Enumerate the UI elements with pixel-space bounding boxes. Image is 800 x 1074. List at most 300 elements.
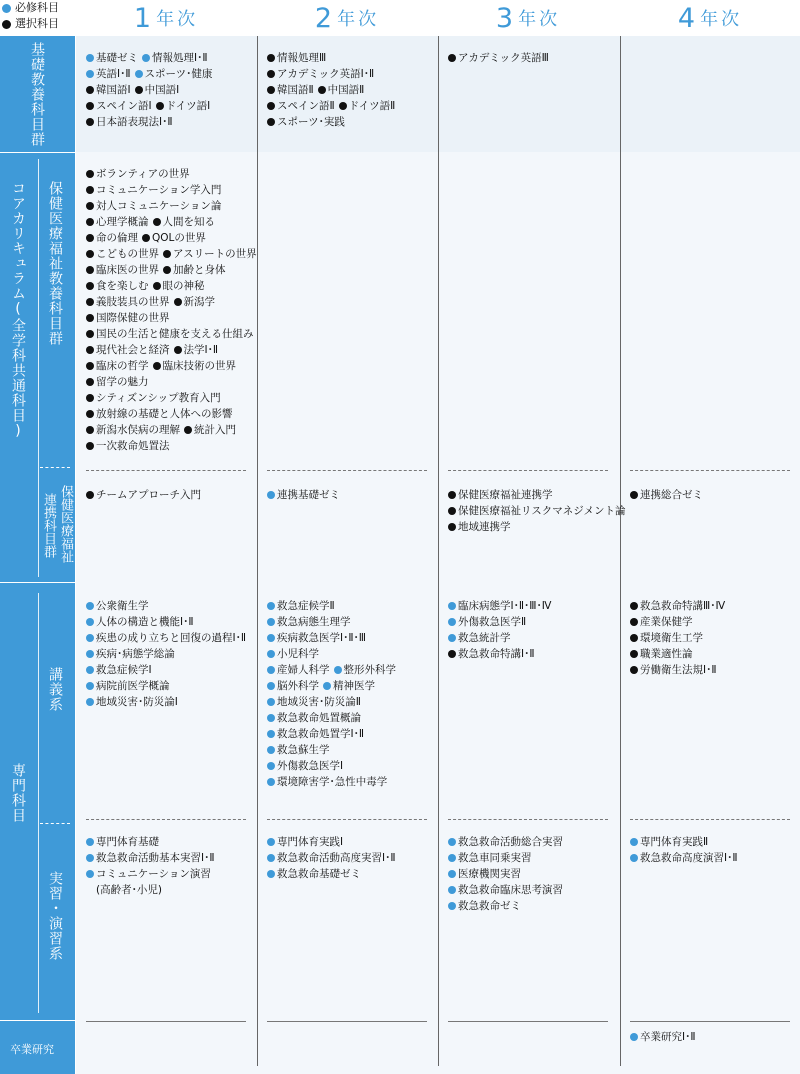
course-name: 小児科学 (277, 648, 319, 660)
course-name: 労働衛生法規Ⅰ･Ⅱ (640, 664, 717, 676)
course-line (448, 898, 563, 914)
course-line (86, 358, 257, 374)
course-line (630, 662, 725, 678)
course-line (448, 646, 551, 662)
course-line (630, 487, 703, 503)
elective-dot-icon (318, 86, 326, 94)
course-line (448, 487, 625, 503)
course-name: 救急救命高度演習Ⅰ･Ⅱ (640, 852, 738, 864)
course-name: 疾患の成り立ちと回復の過程Ⅰ･Ⅱ (96, 632, 247, 644)
required-dot-icon (86, 634, 94, 642)
elective-dot-icon (174, 298, 182, 306)
elective-dot-icon (267, 102, 275, 110)
course-name: 情報処理Ⅰ･Ⅱ (152, 52, 208, 64)
course-line (86, 262, 257, 278)
course-name: シティズンシップ教育入門 (96, 392, 221, 404)
course-line (86, 678, 246, 694)
elective-dot-icon (153, 282, 161, 290)
course-name: 中国語Ⅰ (144, 84, 180, 96)
health-year1-courses (86, 166, 257, 454)
elective-dot-icon (448, 491, 456, 499)
elective-dot-icon (86, 491, 94, 499)
column-divider (257, 36, 258, 1066)
course-line (86, 630, 246, 646)
required-dot-icon (448, 902, 456, 910)
required-dot-icon (267, 870, 275, 878)
course-name: 放射線の基礎と人体への影響 (96, 408, 233, 420)
label-core-text: コアカリキュラム(全学科共通科目) (10, 181, 26, 440)
practice-year1-courses (86, 834, 215, 898)
course-name: 連携総合ゼミ (640, 489, 703, 501)
course-name: 基礎ゼミ (96, 52, 138, 64)
course-name: 卒業研究Ⅰ･Ⅱ (640, 1031, 696, 1043)
course-name: 義肢装具の世界 (96, 296, 170, 308)
label-lecture-text: 講義系 (47, 667, 63, 712)
label-basic-text: 基礎教養科目群 (29, 42, 45, 147)
elective-dot-icon (86, 202, 94, 210)
label-specialty (0, 583, 75, 1020)
elective-dot-icon (86, 118, 94, 126)
course-name: 救急救命基礎ゼミ (277, 868, 361, 880)
elective-dot-icon (86, 170, 94, 178)
course-line (267, 678, 396, 694)
course-line (630, 1029, 696, 1045)
course-line (267, 774, 396, 790)
required-dot-icon (448, 870, 456, 878)
elective-dot-icon (2, 20, 11, 29)
label-collab-b: 連携科目群 (41, 493, 56, 558)
elective-dot-icon (153, 362, 161, 370)
elective-dot-icon (86, 282, 94, 290)
course-line (267, 866, 396, 882)
course-name: 英語Ⅰ･Ⅱ (96, 68, 131, 80)
course-name: 救急救命活動総合実習 (458, 836, 563, 848)
course-line (630, 614, 725, 630)
required-dot-icon (267, 698, 275, 706)
course-line (86, 598, 246, 614)
course-name: 救急症候学Ⅱ (277, 600, 335, 612)
lecture-year4-courses (630, 598, 725, 678)
solid-divider (630, 1021, 790, 1022)
year-suffix: 年次 (518, 9, 561, 30)
required-dot-icon (323, 682, 331, 690)
elective-dot-icon (86, 298, 94, 306)
course-name: 救急車同乗実習 (458, 852, 532, 864)
course-line (86, 166, 257, 182)
course-name: 保健医療福祉連携学 (458, 489, 553, 501)
elective-dot-icon (163, 250, 171, 258)
elective-dot-icon (630, 650, 638, 658)
course-name: 留学の魅力 (96, 376, 149, 388)
course-name: スポーツ･実践 (277, 116, 345, 128)
course-name: チームアプローチ入門 (96, 489, 201, 501)
course-name: 地域災害･防災論Ⅱ (277, 696, 361, 708)
course-name: 疾病救急医学Ⅰ･Ⅱ･Ⅲ (277, 632, 367, 644)
course-line (267, 82, 395, 98)
course-name: (高齢者･小児) (96, 884, 162, 896)
course-name: 救急救命処置学Ⅰ･Ⅱ (277, 728, 365, 740)
solid-divider (267, 1021, 427, 1022)
year-header-1 (76, 2, 256, 36)
course-name: 救急救命特講Ⅰ･Ⅱ (458, 648, 535, 660)
course-line (267, 598, 396, 614)
year-number: 4 (677, 3, 696, 34)
course-line (267, 710, 396, 726)
course-name: 韓国語Ⅰ (96, 84, 131, 96)
collab-year2-courses (267, 487, 340, 503)
course-line (86, 438, 257, 454)
course-name: 中国語Ⅱ (327, 84, 365, 96)
label-graduation-text: 卒業研究 (10, 1043, 54, 1056)
required-dot-icon (267, 650, 275, 658)
elective-dot-icon (339, 102, 347, 110)
elective-dot-icon (163, 266, 171, 274)
dashed-divider (267, 819, 427, 820)
required-dot-icon (86, 838, 94, 846)
course-name: こどもの世界 (96, 248, 159, 260)
course-line (86, 230, 257, 246)
course-line (267, 114, 395, 130)
label-collab-a: 保健医療福祉 (58, 485, 73, 563)
required-dot-icon (86, 870, 94, 878)
course-name: コミュニケーション学入門 (96, 184, 222, 196)
required-dot-icon (267, 602, 275, 610)
basic-year1-courses (86, 50, 212, 130)
course-line (86, 98, 212, 114)
elective-dot-icon (86, 442, 94, 450)
course-name: 命の倫理 (96, 232, 138, 244)
lecture-year3-courses (448, 598, 551, 662)
course-name: 現代社会と経済 (96, 344, 170, 356)
course-line (267, 742, 396, 758)
course-line (448, 519, 625, 535)
course-name: 疾病･病態学総論 (96, 648, 175, 660)
course-name: 眼の神秘 (162, 280, 205, 292)
graduation-year4-courses (630, 1029, 696, 1045)
course-line (267, 662, 396, 678)
course-name: 環境障害学･急性中毒学 (277, 776, 388, 788)
course-line (267, 834, 396, 850)
course-name: 救急蘇生学 (277, 744, 330, 756)
collab-year3-courses (448, 487, 625, 535)
course-name: スポーツ･健康 (144, 68, 213, 80)
course-line (86, 834, 215, 850)
course-line (86, 82, 212, 98)
elective-dot-icon (86, 426, 94, 434)
label-practice-text: 実習・演習系 (47, 871, 63, 961)
elective-dot-icon (86, 218, 94, 226)
elective-dot-icon (448, 507, 456, 515)
course-name: 情報処理Ⅲ (277, 52, 327, 64)
elective-dot-icon (142, 234, 150, 242)
course-line (86, 882, 215, 898)
course-line (86, 198, 257, 214)
course-name: 臨床の哲学 (96, 360, 149, 372)
course-name: 脳外科学 (277, 680, 319, 692)
course-line (86, 214, 257, 230)
course-line (267, 630, 396, 646)
course-name: 臨床病態学Ⅰ･Ⅱ･Ⅲ･Ⅳ (458, 600, 552, 612)
course-line (86, 66, 212, 82)
year-header-3 (438, 2, 618, 36)
course-name: 専門体育実践Ⅰ (277, 836, 344, 848)
required-dot-icon (267, 838, 275, 846)
course-name: 韓国語Ⅱ (277, 84, 314, 96)
elective-dot-icon (267, 86, 275, 94)
course-line (630, 834, 738, 850)
course-name: 職業適性論 (640, 648, 693, 660)
course-line (86, 850, 215, 866)
required-dot-icon (86, 698, 94, 706)
elective-dot-icon (86, 362, 94, 370)
course-name: 新潟水俣病の理解 (96, 424, 180, 436)
course-name: 外傷救急医学Ⅱ (458, 616, 527, 628)
course-line (267, 66, 395, 82)
required-dot-icon (267, 682, 275, 690)
course-line (448, 834, 563, 850)
required-dot-icon (448, 886, 456, 894)
course-line (86, 662, 246, 678)
course-name: 救急救命活動基本実習Ⅰ･Ⅱ (96, 852, 215, 864)
course-name: 精神医学 (333, 680, 375, 692)
elective-dot-icon (156, 102, 164, 110)
required-dot-icon (630, 838, 638, 846)
label-graduation (0, 1021, 75, 1074)
course-line (448, 866, 563, 882)
elective-dot-icon (86, 102, 94, 110)
course-name: スペイン語Ⅱ (277, 100, 335, 112)
course-name: QOLの世界 (152, 232, 206, 244)
course-line (86, 422, 257, 438)
course-name: 地域災害･防災論Ⅰ (96, 696, 178, 708)
practice-year4-courses (630, 834, 738, 866)
course-name: 日本語表現法Ⅰ･Ⅱ (96, 116, 173, 128)
course-name: 心理学概論 (96, 216, 149, 228)
elective-dot-icon (630, 491, 638, 499)
required-dot-icon (267, 746, 275, 754)
elective-dot-icon (86, 410, 94, 418)
required-dot-icon (267, 666, 275, 674)
year-number: 1 (133, 3, 152, 34)
course-name: 救急救命臨床思考演習 (458, 884, 563, 896)
required-dot-icon (86, 854, 94, 862)
year-suffix: 年次 (700, 9, 743, 30)
course-name: 救急症候学Ⅰ (96, 664, 152, 676)
elective-dot-icon (86, 266, 94, 274)
elective-dot-icon (86, 314, 94, 322)
course-line (267, 614, 396, 630)
required-dot-icon (267, 778, 275, 786)
course-line (630, 850, 738, 866)
course-name: 加齢と身体 (173, 264, 226, 276)
legend-elective-label: 選択科目 (15, 17, 59, 30)
year-number: 2 (314, 3, 333, 34)
course-line (86, 374, 257, 390)
dashed-divider (86, 470, 246, 471)
course-name: 環境衛生工学 (640, 632, 703, 644)
year-number: 3 (495, 3, 514, 34)
label-core (0, 153, 75, 582)
dashed-divider (448, 819, 608, 820)
label-basic (0, 36, 75, 152)
course-name: ドイツ語Ⅰ (165, 100, 211, 112)
required-dot-icon (267, 634, 275, 642)
course-name: 産婦人科学 (277, 664, 330, 676)
course-name: 救急統計学 (458, 632, 511, 644)
course-line (86, 694, 246, 710)
course-name: 外傷救急医学Ⅰ (277, 760, 344, 772)
elective-dot-icon (448, 54, 456, 62)
legend-required (0, 0, 75, 16)
legend-elective (0, 16, 75, 32)
course-name: 救急病態生理学 (277, 616, 351, 628)
course-line (86, 866, 215, 882)
course-name: 保健医療福祉リスクマネジメント論 (458, 505, 626, 517)
required-dot-icon (86, 602, 94, 610)
course-name: 人体の構造と機能Ⅰ･Ⅱ (96, 616, 194, 628)
elective-dot-icon (184, 426, 192, 434)
course-name: 救急救命特講Ⅲ･Ⅳ (640, 600, 726, 612)
course-name: ドイツ語Ⅱ (348, 100, 396, 112)
course-line (267, 487, 340, 503)
elective-dot-icon (267, 70, 275, 78)
course-line (86, 246, 257, 262)
dashed-divider (267, 470, 427, 471)
required-dot-icon (2, 4, 11, 13)
legend-required-label: 必修科目 (15, 1, 59, 14)
course-line (630, 646, 725, 662)
course-name: 国民の生活と健康を支える仕組み (96, 328, 254, 340)
basic-year2-courses (267, 50, 395, 130)
year-suffix: 年次 (337, 9, 380, 30)
course-line (86, 182, 257, 198)
elective-dot-icon (86, 346, 94, 354)
required-dot-icon (267, 618, 275, 626)
course-line (448, 598, 551, 614)
year-header-2 (257, 2, 437, 36)
course-name: 国際保健の世界 (96, 312, 170, 324)
required-dot-icon (267, 854, 275, 862)
course-name: 臨床医の世界 (96, 264, 159, 276)
course-line (86, 614, 246, 630)
required-dot-icon (448, 602, 456, 610)
required-dot-icon (86, 54, 94, 62)
course-name: 医療機関実習 (458, 868, 521, 880)
required-dot-icon (267, 491, 275, 499)
course-line (86, 310, 257, 326)
required-dot-icon (334, 666, 342, 674)
collab-year4-courses (630, 487, 703, 503)
required-dot-icon (86, 618, 94, 626)
course-line (86, 50, 212, 66)
course-line (86, 646, 246, 662)
dashed-divider (86, 819, 246, 820)
course-line (267, 50, 395, 66)
course-name: 救急救命処置概論 (277, 712, 361, 724)
course-name: スペイン語Ⅰ (96, 100, 152, 112)
practice-year2-courses (267, 834, 396, 882)
elective-dot-icon (267, 54, 275, 62)
label-health-text: 保健医療福祉教養科目群 (47, 181, 63, 346)
course-line (267, 694, 396, 710)
elective-dot-icon (630, 666, 638, 674)
required-dot-icon (86, 666, 94, 674)
elective-dot-icon (630, 618, 638, 626)
required-dot-icon (448, 854, 456, 862)
elective-dot-icon (630, 602, 638, 610)
dashed-divider (630, 470, 790, 471)
course-name: 専門体育実践Ⅱ (640, 836, 709, 848)
label-specialty-text: 専門科目 (10, 763, 26, 823)
year-suffix: 年次 (156, 9, 199, 30)
course-name: アカデミック英語Ⅰ･Ⅱ (277, 68, 375, 80)
elective-dot-icon (86, 394, 94, 402)
course-line (86, 326, 257, 342)
course-name: 公衆衛生学 (96, 600, 149, 612)
required-dot-icon (86, 682, 94, 690)
course-line (448, 882, 563, 898)
course-line (267, 98, 395, 114)
course-line (267, 726, 396, 742)
course-name: コミュニケーション演習 (96, 868, 211, 880)
required-dot-icon (86, 70, 94, 78)
elective-dot-icon (86, 250, 94, 258)
course-line (630, 630, 725, 646)
course-line (448, 50, 549, 66)
elective-dot-icon (86, 330, 94, 338)
course-line (448, 614, 551, 630)
course-name: 対人コミュニケーション論 (96, 200, 222, 212)
required-dot-icon (267, 762, 275, 770)
course-name: 一次救命処置法 (96, 440, 170, 452)
required-dot-icon (448, 634, 456, 642)
course-name: 統計入門 (194, 424, 236, 436)
required-dot-icon (135, 70, 143, 78)
course-line (86, 294, 257, 310)
course-name: 臨床技術の世界 (162, 360, 236, 372)
lecture-year1-courses (86, 598, 246, 710)
solid-divider (86, 1021, 246, 1022)
course-name: 整形外科学 (343, 664, 396, 676)
course-line (86, 390, 257, 406)
elective-dot-icon (448, 523, 456, 531)
required-dot-icon (448, 838, 456, 846)
course-line (86, 487, 201, 503)
elective-dot-icon (448, 650, 456, 658)
required-dot-icon (267, 714, 275, 722)
solid-divider (448, 1021, 608, 1022)
course-name: 食を楽しむ (96, 280, 149, 292)
course-line (448, 503, 625, 519)
dashed-divider (630, 819, 790, 820)
elective-dot-icon (135, 86, 143, 94)
course-name: 人間を知る (162, 216, 215, 228)
elective-dot-icon (267, 118, 275, 126)
course-line (630, 598, 725, 614)
course-name: 専門体育基礎 (96, 836, 159, 848)
practice-year3-courses (448, 834, 563, 914)
course-name: 地域連携学 (458, 521, 511, 533)
required-dot-icon (86, 650, 94, 658)
required-dot-icon (630, 1033, 638, 1041)
elective-dot-icon (86, 234, 94, 242)
course-line (86, 278, 257, 294)
course-name: アカデミック英語Ⅲ (458, 52, 549, 64)
required-dot-icon (267, 730, 275, 738)
course-line (267, 646, 396, 662)
course-line (86, 406, 257, 422)
course-name: 病院前医学概論 (96, 680, 170, 692)
